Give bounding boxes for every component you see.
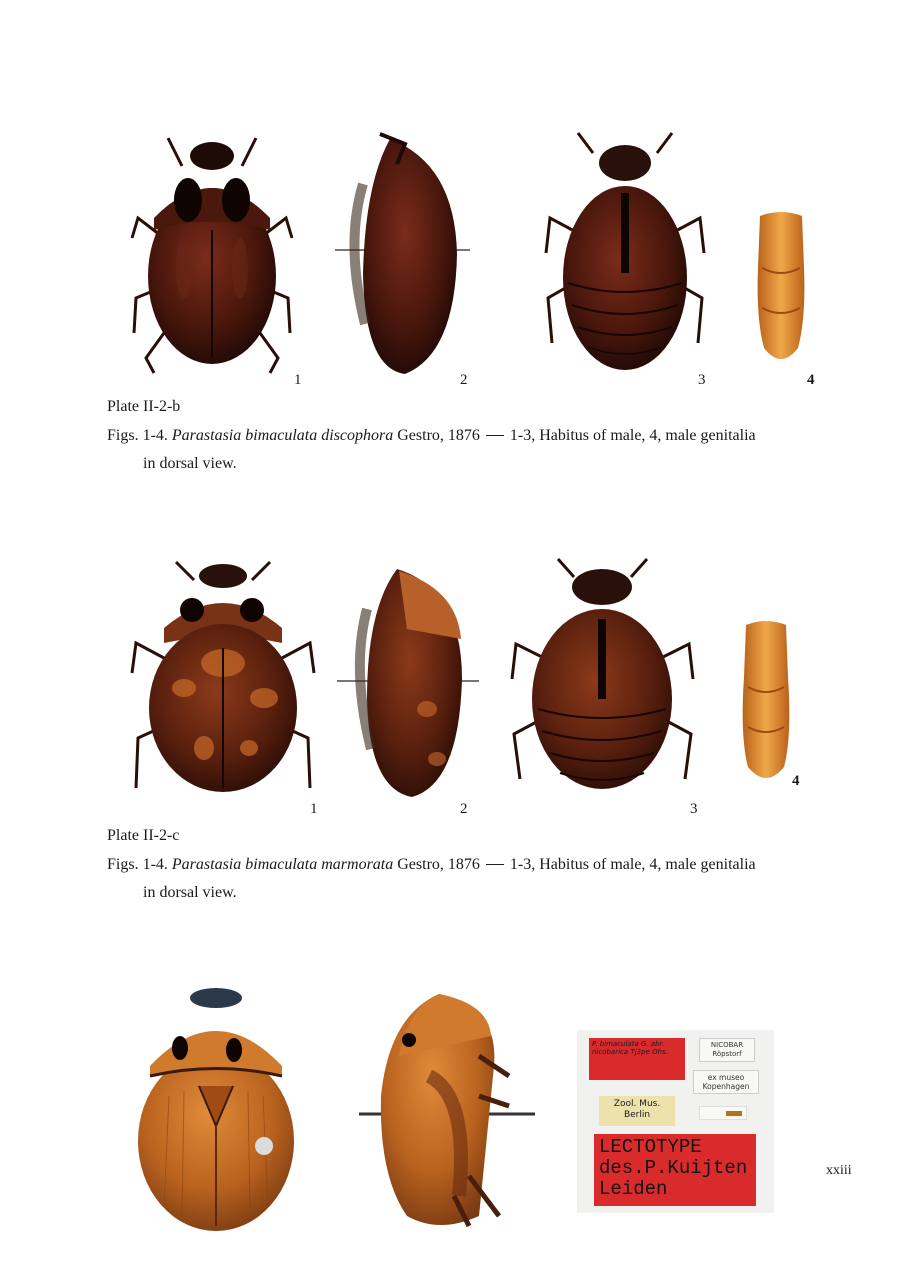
small-tag — [699, 1106, 747, 1120]
plate-c-title: Plate II-2-c — [107, 827, 180, 844]
plate-c-fig1-dorsal-photo — [124, 548, 322, 810]
plate-c-fig4-number: 4 — [792, 773, 800, 789]
plate-c-fig3-ventral-photo — [502, 549, 703, 810]
plate-c-fig2-number: 2 — [460, 801, 468, 817]
lectotype-label — [594, 1134, 756, 1206]
em-dash — [486, 435, 504, 436]
plate-b-fig2-lateral-photo — [335, 124, 470, 382]
plate-b-fig4-genitalia-photo — [742, 208, 820, 373]
caption-author: Gestro, 1876 — [397, 427, 480, 444]
plate-c-fig3-number: 3 — [690, 801, 698, 817]
caption-description: 1-3, Habitus of male, 4, male genitalia — [509, 427, 756, 444]
plate-b-fig1-dorsal-photo — [124, 118, 300, 382]
museo-label-line2: Kopenhagen — [702, 1082, 750, 1091]
plate-b-title: Plate II-2-b — [107, 398, 181, 415]
caption-continuation: in dorsal view. — [143, 884, 237, 901]
museo-label — [693, 1070, 759, 1094]
zool-museum-label — [599, 1096, 675, 1126]
plate-b-fig3-number: 3 — [698, 372, 706, 388]
zool-label-line2: Berlin — [623, 1110, 651, 1120]
plate-b-fig4-number: 4 — [807, 372, 815, 388]
nicobar-label-line1: NICOBAR — [710, 1041, 744, 1049]
em-dash — [486, 864, 504, 865]
specimen-labels-photo — [577, 1030, 774, 1213]
caption-prefix: Figs. 1-4. — [107, 427, 168, 444]
handwritten-label: P. bimaculata G. abr. nicobarica Tj3pe Ohs. — [589, 1038, 685, 1080]
plate-b-fig1-number: 1 — [294, 372, 302, 388]
nicobar-label-line2: Röpstorf — [712, 1050, 742, 1058]
bottom-lateral-photo — [359, 976, 535, 1240]
lectotype-line2: des.P.Kuijten — [599, 1157, 748, 1179]
tag-mark — [726, 1111, 742, 1116]
nicobar-label — [699, 1038, 755, 1062]
caption-description: 1-3, Habitus of male, 4, male genitalia — [509, 856, 756, 873]
lectotype-line1: LECTOTYPE — [599, 1136, 702, 1158]
caption-taxon: Parastasia bimaculata marmorata — [171, 856, 394, 873]
page-number: xxiii — [826, 1163, 852, 1178]
plate-c-caption — [107, 851, 859, 907]
museo-label-line1: ex museo — [707, 1073, 745, 1082]
caption-taxon: Parastasia bimaculata discophora — [171, 427, 394, 444]
plate-b-fig2-number: 2 — [460, 372, 468, 388]
caption-author: Gestro, 1876 — [397, 856, 480, 873]
plate-c-fig1-number: 1 — [310, 801, 318, 817]
bottom-dorsal-photo — [124, 976, 309, 1240]
plate-c-fig4-genitalia-photo — [726, 617, 806, 789]
lectotype-line3: Leiden — [599, 1178, 668, 1200]
plate-c-fig2-lateral-photo — [337, 549, 479, 810]
zool-label-line1: Zool. Mus. — [613, 1099, 661, 1109]
plate-b-fig3-ventral-photo — [538, 123, 712, 382]
caption-continuation: in dorsal view. — [143, 455, 237, 472]
plate-b-caption — [107, 422, 859, 478]
caption-prefix: Figs. 1-4. — [107, 856, 168, 873]
